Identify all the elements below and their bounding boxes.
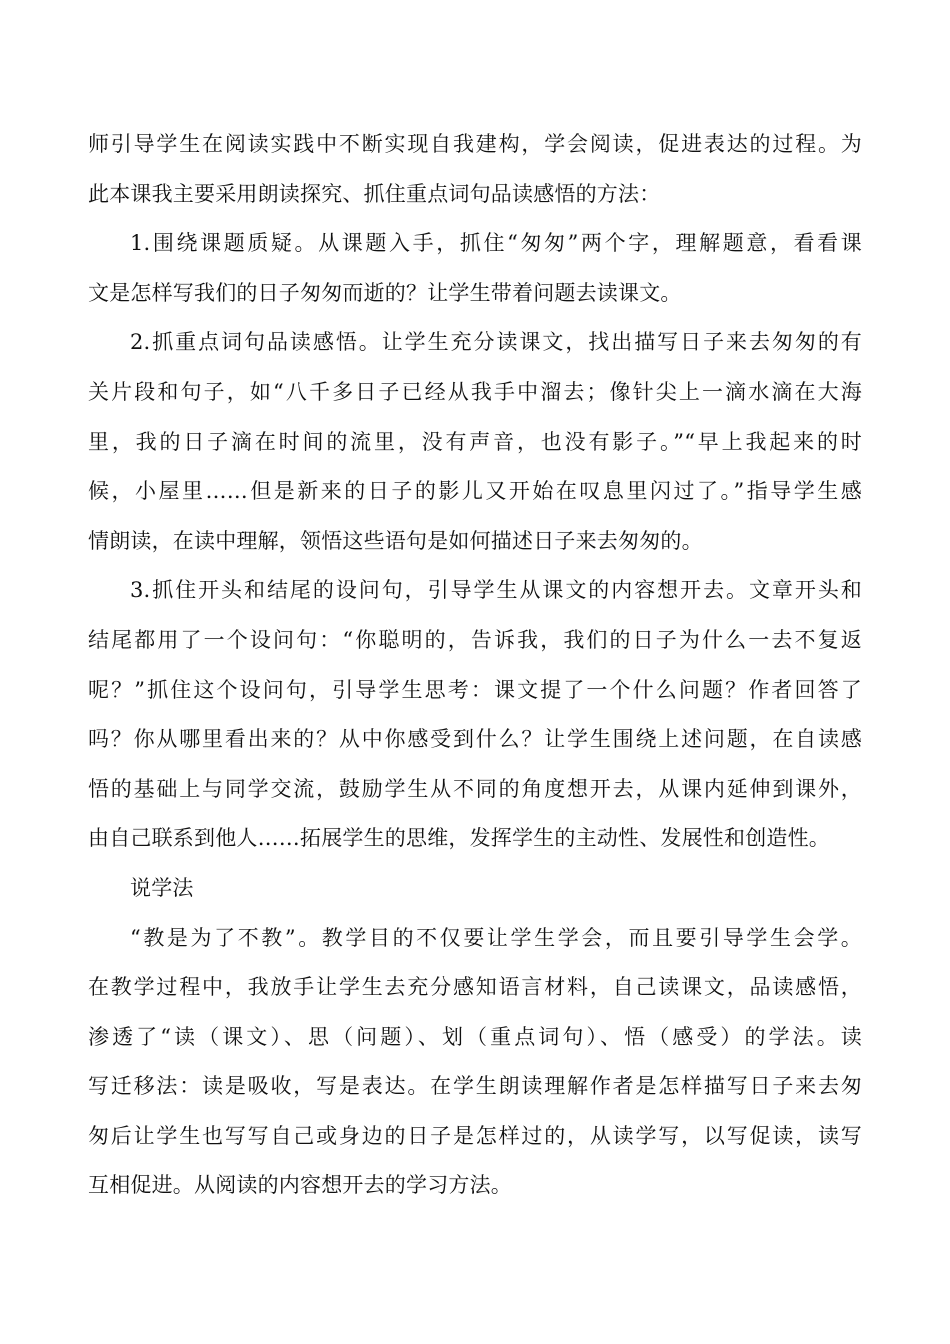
section-heading-study-method	[88, 864, 862, 914]
section-heading: 说学法	[130, 875, 194, 900]
text-line: 在教学过程中，我放手让学生去充分感知语言材料，自己读课文，品读感悟，	[88, 975, 862, 1000]
text-line: 3.抓住开头和结尾的设问句，引导学生从课文的内容想开去。文章开头和	[130, 578, 862, 603]
text-line: 1.围绕课题质疑。从课题入手，抓住“匆匆”两个字，理解题意，看看课	[130, 231, 862, 256]
text-line: 里，我的日子滴在时间的流里，没有声音，也没有影子。”“早上我起来的时	[88, 429, 862, 454]
text-line: 结尾都用了一个设问句：“你聪明的，告诉我，我们的日子为什么一去不复返	[88, 627, 862, 652]
paragraph-method-3	[88, 566, 862, 864]
text-line: 师引导学生在阅读实践中不断实现自我建构，学会阅读，促进表达的过程。为	[88, 132, 862, 156]
text-line: 匆后让学生也写写自己或身边的日子是怎样过的，从读学写，以写促读，读写	[88, 1123, 862, 1148]
text-line: 写迁移法：读是吸收，写是表达。在学生朗读理解作者是怎样描写日子来去匆	[88, 1074, 862, 1099]
text-line: 呢？”抓住这个设问句，引导学生思考：课文提了一个什么问题？作者回答了	[88, 677, 862, 702]
text-line: 文是怎样写我们的日子匆匆而逝的？让学生带着问题去读课文。	[88, 280, 682, 305]
paragraph-method-1	[88, 219, 862, 318]
text-line: “教是为了不教”。教学目的不仅要让学生学会，而且要引导学生会学。	[130, 925, 862, 950]
text-line: 此本课我主要采用朗读探究、抓住重点词句品读感悟的方法：	[88, 181, 661, 206]
document-page	[88, 120, 862, 1211]
text-line: 悟的基础上与同学交流，鼓励学生从不同的角度想开去，从课内延伸到课外，	[88, 776, 862, 801]
text-line: 吗？你从哪里看出来的？从中你感受到什么？让学生围绕上述问题，在自读感	[88, 727, 862, 752]
text-line: 关片段和句子，如“八千多日子已经从我手中溜去；像针尖上一滴水滴在大海	[88, 379, 862, 404]
paragraph-study-method	[88, 914, 862, 1212]
text-line: 互相促进。从阅读的内容想开去的学习方法。	[88, 1173, 512, 1198]
text-line: 2.抓重点词句品读感悟。让学生充分读课文，找出描写日子来去匆匆的有	[130, 330, 862, 355]
paragraph-intro-continuation	[88, 120, 862, 219]
text-line: 情朗读，在读中理解，领悟这些语句是如何描述日子来去匆匆的。	[88, 528, 703, 553]
text-line: 由自己联系到他人……拓展学生的思维，发挥学生的主动性、发展性和创造性。	[88, 826, 830, 851]
text-line: 渗透了“读（课文）、思（问题）、划（重点词句）、悟（感受）的学法。读	[88, 1024, 862, 1049]
text-line: 候，小屋里……但是新来的日子的影儿又开始在叹息里闪过了。”指导学生感	[88, 479, 862, 504]
paragraph-method-2	[88, 318, 862, 566]
